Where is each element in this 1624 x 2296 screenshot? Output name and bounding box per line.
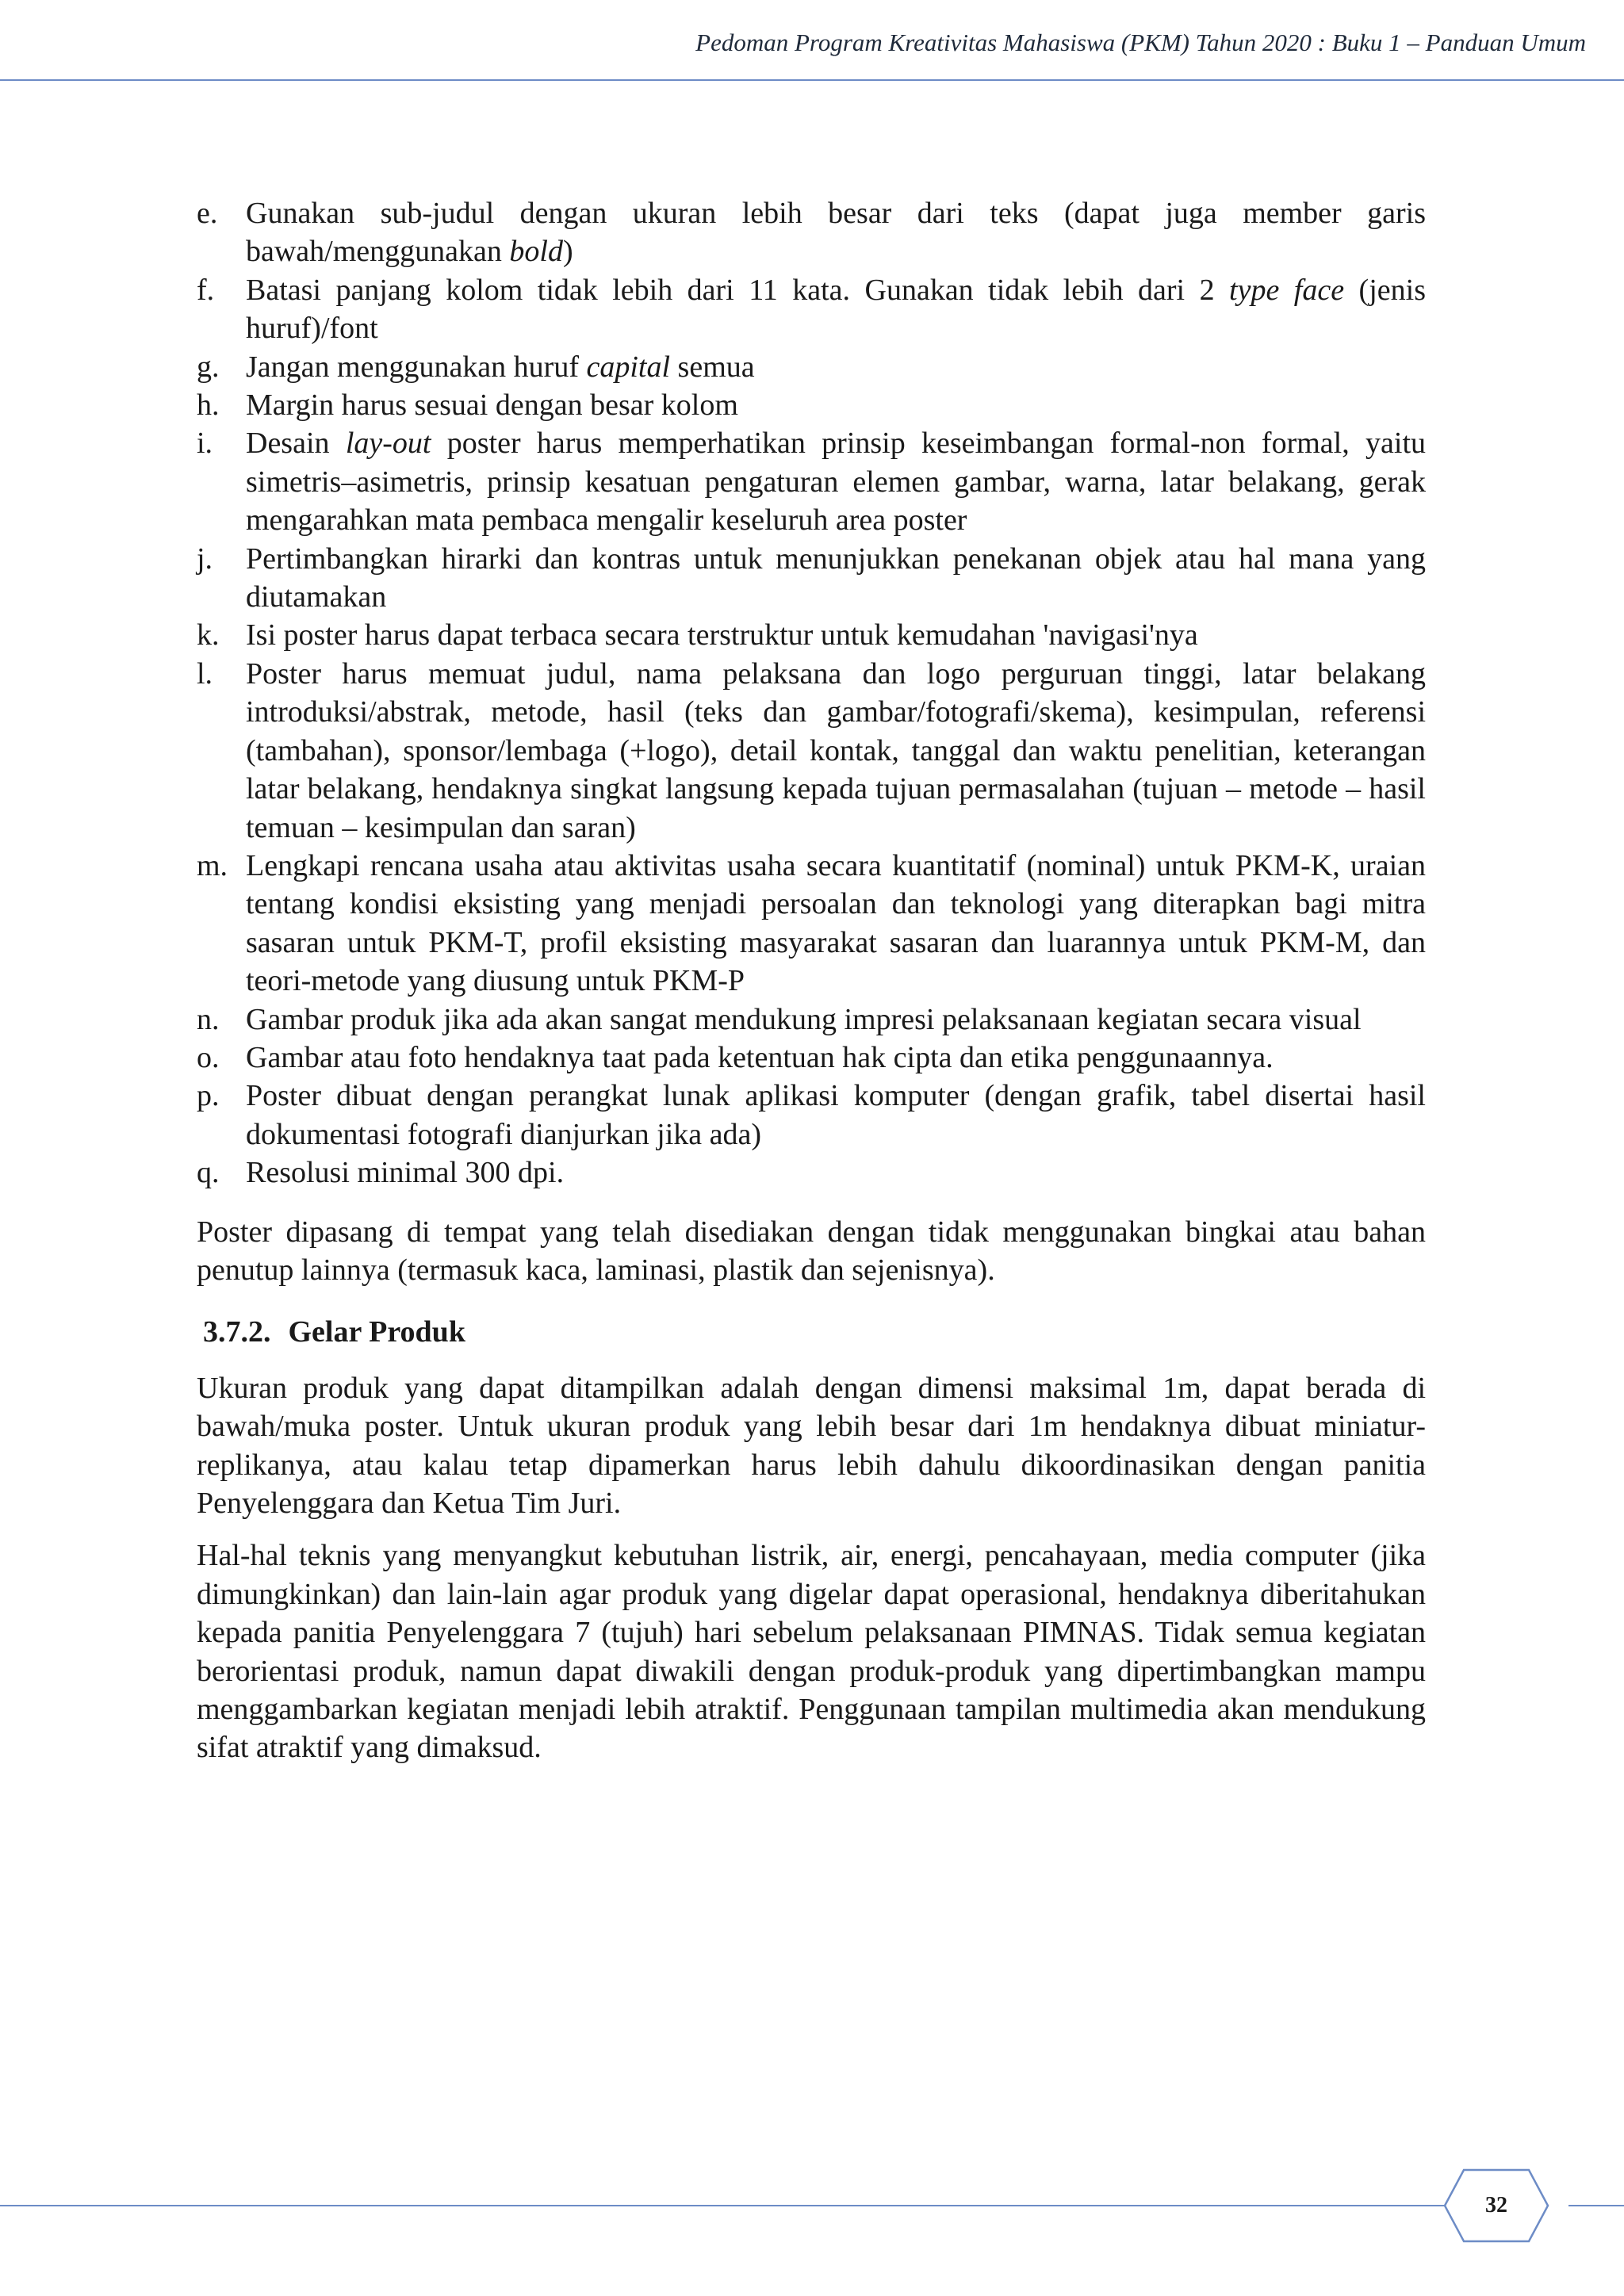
- list-item: [197, 1077, 1426, 1154]
- page-body: [197, 194, 1426, 1767]
- text-run: Lengkapi rencana usaha atau aktivitas usaha secara kuantitatif (nominal) untuk PKM-K, uraian tentang kondisi eksisting yang menjadi persoalan dan teknologi yang diterapkan bagi mitra sasaran untuk PKM-T, profil eksisting masyarakat sasaran dan luarannya untuk PKM-M, dan teori-metode yang diusung untuk PKM-P: [246, 848, 1426, 998]
- emphasis-text: lay-out: [345, 427, 431, 461]
- list-item: [197, 194, 1426, 271]
- text-run: ): [562, 235, 573, 269]
- section-heading: [203, 1313, 1426, 1351]
- list-item-text: [246, 540, 1426, 617]
- poster-note-paragraph: Poster dipasang di tempat yang telah disediakan dengan tidak menggunakan bingkai atau bahan penutup lainnya (termasuk kaca, laminasi, plastik dan sejenisnya).: [197, 1215, 1426, 1287]
- body-paragraph: Hal-hal teknis yang menyangkut kebutuhan listrik, air, energi, pencahayaan, media computer (jika dimungkinkan) dan lain-lain agar produk yang digelar dapat operasional, hendaknya diberitahukan kepada panitia Penyelenggara 7 (tujuh) hari sebelum pelaksanaan PIMNAS. Tidak semua kegiatan berorientasi produk, namun dapat diwakili dengan produk-produk yang dipertimbangkan mampu menggambarkan kegiatan menjadi lebih atraktif. Penggunaan tampilan multimedia akan mendukung sifat atraktif yang dimaksud.: [197, 1539, 1426, 1765]
- running-header: Pedoman Program Kreativitas Mahasiswa (PKM) Tahun 2020 : Buku 1 – Panduan Umum: [695, 29, 1586, 56]
- list-item: [197, 655, 1426, 847]
- text-run: Pertimbangkan hirarki dan kontras untuk menunjukkan penekanan objek atau hal mana yang diutamakan: [246, 541, 1426, 614]
- text-run: Poster harus memuat judul, nama pelaksana dan logo perguruan tinggi, latar belakang introduksi/abstrak, metode, hasil (teks dan gambar/fotografi/skema), kesimpulan, referensi (tambahan), sponsor/lembaga (+logo), detail kontak, tanggal dan waktu penelitian, keterangan latar belakang, hendaknya singkat langsung kepada tujuan permasalahan (tujuan – metode – hasil temuan – kesimpulan dan saran): [246, 656, 1426, 844]
- list-item-text: [246, 1154, 1426, 1192]
- emphasis-text: capital: [586, 350, 671, 384]
- list-item-text: [246, 1077, 1426, 1154]
- text-run: (jenis huruf)/font: [246, 273, 1426, 346]
- text-run: Batasi panjang kolom tidak lebih dari 11 kata. Gunakan tidak lebih dari 2: [246, 273, 1230, 307]
- text-run: Desain: [246, 427, 346, 461]
- list-item: [197, 847, 1426, 1001]
- list-marker: o.: [197, 1040, 220, 1074]
- list-item-text: [246, 616, 1426, 654]
- text-run: Isi poster harus dapat terbaca secara terstruktur untuk kemudahan 'navigasi'nya: [246, 618, 1198, 652]
- text-run: Resolusi minimal 300 dpi.: [246, 1156, 565, 1190]
- list-marker: m.: [197, 848, 228, 882]
- list-item-text: [246, 1001, 1426, 1039]
- list-item: [197, 1039, 1426, 1077]
- page-number-badge: [1424, 2168, 1568, 2244]
- list-item: [197, 540, 1426, 617]
- text-run: poster harus memperhatikan prinsip keseimbangan formal-non formal, yaitu simetris–asimetris, prinsip kesatuan pengaturan elemen gambar, warna, latar belakang, gerak mengarahkan mata pembaca mengalir keseluruh area poster: [246, 427, 1426, 538]
- list-item-text: [246, 194, 1426, 271]
- list-marker: q.: [197, 1156, 220, 1190]
- list-marker: f.: [197, 273, 215, 307]
- list-item-text: [246, 1039, 1426, 1077]
- text-run: Gambar atau foto hendaknya taat pada ketentuan hak cipta dan etika penggunaannya.: [246, 1040, 1274, 1074]
- text-run: Gambar produk jika ada akan sangat mendukung impresi pelaksanaan kegiatan secara visual: [246, 1002, 1362, 1036]
- footer-divider: [0, 2205, 1445, 2206]
- emphasis-text: type face: [1229, 273, 1345, 307]
- list-marker: p.: [197, 1079, 220, 1113]
- list-item: [197, 424, 1426, 539]
- list-item: [197, 386, 1426, 424]
- page-number: 32: [1485, 2193, 1507, 2218]
- list-marker: j.: [197, 541, 213, 576]
- emphasis-text: bold: [509, 235, 563, 269]
- list-item-text: [246, 424, 1426, 539]
- text-run: Gunakan sub-judul dengan ukuran lebih besar dari teks (dapat juga member garis bawah/menggunakan: [246, 197, 1426, 269]
- header-divider: [0, 79, 1624, 81]
- text-run: Jangan menggunakan huruf: [246, 350, 587, 384]
- footer-divider-right: [1568, 2205, 1624, 2206]
- list-marker: k.: [197, 618, 220, 652]
- section-number: 3.7.2.: [203, 1315, 271, 1349]
- list-marker: e.: [197, 197, 218, 230]
- poster-requirements-list: [197, 194, 1426, 1192]
- list-item: [197, 271, 1426, 348]
- list-marker: n.: [197, 1002, 220, 1036]
- text-run: semua: [670, 350, 755, 384]
- body-paragraph: Ukuran produk yang dapat ditampilkan adalah dengan dimensi maksimal 1m, dapat berada di bawah/muka poster. Untuk ukuran produk yang lebih besar dari 1m hendaknya dibuat miniatur-replikanya, atau kalau tetap dipamerkan harus lebih dahulu dikoordinasikan dengan panitia Penyelenggara dan Ketua Tim Juri.: [197, 1371, 1426, 1520]
- list-item: [197, 616, 1426, 654]
- list-item-text: [246, 386, 1426, 424]
- list-marker: l.: [197, 656, 213, 691]
- list-item-text: [246, 655, 1426, 847]
- list-marker: h.: [197, 388, 220, 423]
- list-item-text: [246, 348, 1426, 386]
- text-run: Margin harus sesuai dengan besar kolom: [246, 388, 738, 423]
- list-item-text: [246, 271, 1426, 348]
- text-run: Poster dibuat dengan perangkat lunak aplikasi komputer (dengan grafik, tabel disertai hasil dokumentasi fotografi dianjurkan jika ada): [246, 1079, 1426, 1151]
- list-item: [197, 348, 1426, 386]
- list-marker: g.: [197, 350, 220, 384]
- section-title: Gelar Produk: [288, 1315, 465, 1349]
- list-item: [197, 1154, 1426, 1192]
- list-item-text: [246, 847, 1426, 1001]
- list-item: [197, 1001, 1426, 1039]
- list-marker: i.: [197, 427, 213, 461]
